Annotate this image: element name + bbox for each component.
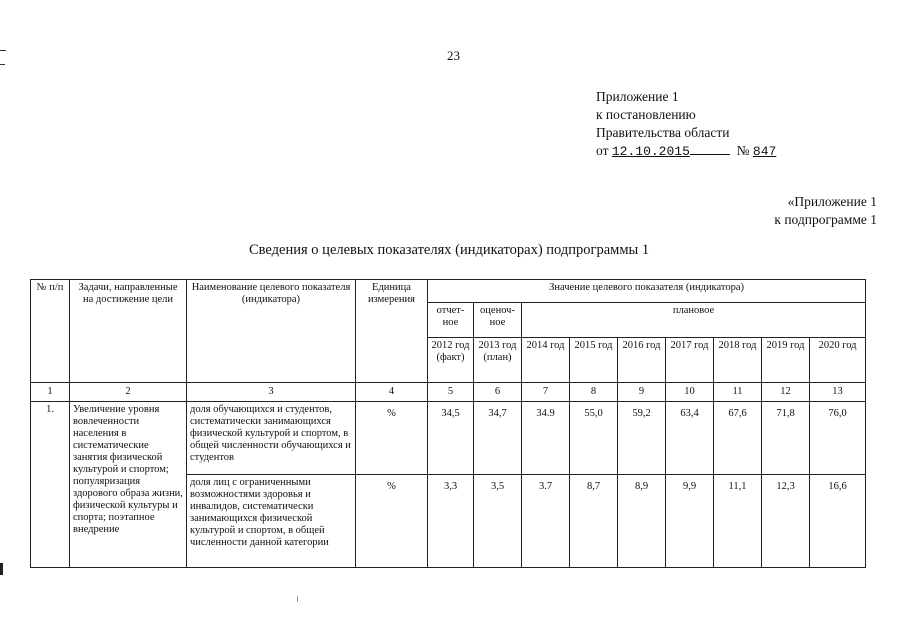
column-number: 8 (570, 383, 618, 402)
value-cell: 8,9 (618, 475, 666, 568)
column-number: 13 (810, 383, 866, 402)
appendix-line: «Приложение 1 (787, 194, 877, 209)
value-cell: 8,7 (570, 475, 618, 568)
header-indicator: Наименование целевого показателя (индикатора) (187, 280, 356, 383)
value-cell: 12,3 (762, 475, 810, 568)
column-number: 11 (714, 383, 762, 402)
appendix-line: к подпрограмме 1 (774, 212, 877, 227)
column-number: 9 (618, 383, 666, 402)
column-numbers-row (31, 383, 866, 402)
value-cell: 3,3 (428, 475, 474, 568)
header-planned: плановое (522, 303, 866, 338)
indicator-name: доля обучающихся и студентов, систематически занимающихся физической культурой и спортом, в общей численности обучающихся и студентов (187, 402, 356, 475)
header-unit: Единица измерения (356, 280, 428, 383)
value-cell: 76,0 (810, 402, 866, 475)
column-number: 5 (428, 383, 474, 402)
value-cell: 63,4 (666, 402, 714, 475)
decree-date: 12.10.2015 (611, 144, 690, 159)
task-cell: Увеличение уровня вовлеченности населения в систематические занятия физической культурой и спортом; популяризация здорового образа жизни, физической культуры и спорта; поэтапное внедрение (70, 402, 187, 568)
header-year: 2012 год (факт) (428, 338, 474, 383)
unit-cell: % (356, 402, 428, 475)
header-value: Значение целевого показателя (индикатора) (428, 280, 866, 303)
appendix-line: Правительства области (596, 125, 730, 140)
header-tasks: Задачи, направленные на достижение цели (70, 280, 187, 383)
value-cell: 3.7 (522, 475, 570, 568)
header-year: 2016 год (618, 338, 666, 383)
value-cell: 55,0 (570, 402, 618, 475)
appendix-date-line (596, 142, 776, 161)
scan-artifact (297, 596, 298, 602)
value-cell: 67,6 (714, 402, 762, 475)
appendix-line: Приложение 1 (596, 89, 679, 104)
value-cell: 34,7 (474, 402, 522, 475)
value-cell: 71,8 (762, 402, 810, 475)
header-year: 2018 год (714, 338, 762, 383)
column-number: 1 (31, 383, 70, 402)
header-year: 2019 год (762, 338, 810, 383)
value-cell: 16,6 (810, 475, 866, 568)
document-title: Сведения о целевых показателях (индикаторах) подпрограммы 1 (249, 242, 650, 258)
scan-edge-mark (0, 50, 6, 51)
indicator-name: доля лиц с ограниченными возможностями здоровья и инвалидов, систематически занимающихся физической культурой и спортом, в общей численности данной категории (187, 475, 356, 568)
appendix-header (596, 88, 776, 161)
unit-cell: % (356, 475, 428, 568)
subprogram-appendix-header (774, 193, 877, 229)
header-year: 2014 год (522, 338, 570, 383)
header-year: 2017 год (666, 338, 714, 383)
value-cell: 59,2 (618, 402, 666, 475)
decree-number: 847 (752, 144, 777, 159)
indicators-table (30, 279, 866, 568)
header-year: 2015 год (570, 338, 618, 383)
value-cell: 11,1 (714, 475, 762, 568)
column-number: 4 (356, 383, 428, 402)
column-number: 2 (70, 383, 187, 402)
scan-edge-mark (0, 64, 5, 65)
column-number: 10 (666, 383, 714, 402)
appendix-line: к постановлению (596, 107, 696, 122)
column-number: 7 (522, 383, 570, 402)
header-no: № п/п (31, 280, 70, 383)
column-number: 3 (187, 383, 356, 402)
table-row (31, 402, 866, 475)
column-number: 12 (762, 383, 810, 402)
header-reported: отчет-ное (428, 303, 474, 338)
value-cell: 9,9 (666, 475, 714, 568)
header-year: 2013 год (план) (474, 338, 522, 383)
header-estimated: оценоч-ное (474, 303, 522, 338)
header-year: 2020 год (810, 338, 866, 383)
row-no: 1. (31, 402, 70, 568)
value-cell: 34,5 (428, 402, 474, 475)
page-number: 23 (447, 48, 460, 63)
value-cell: 34.9 (522, 402, 570, 475)
scan-artifact (0, 563, 3, 575)
blank-line (690, 154, 730, 155)
date-prefix: от (596, 143, 609, 158)
number-prefix: № (736, 143, 750, 158)
column-number: 6 (474, 383, 522, 402)
value-cell: 3,5 (474, 475, 522, 568)
